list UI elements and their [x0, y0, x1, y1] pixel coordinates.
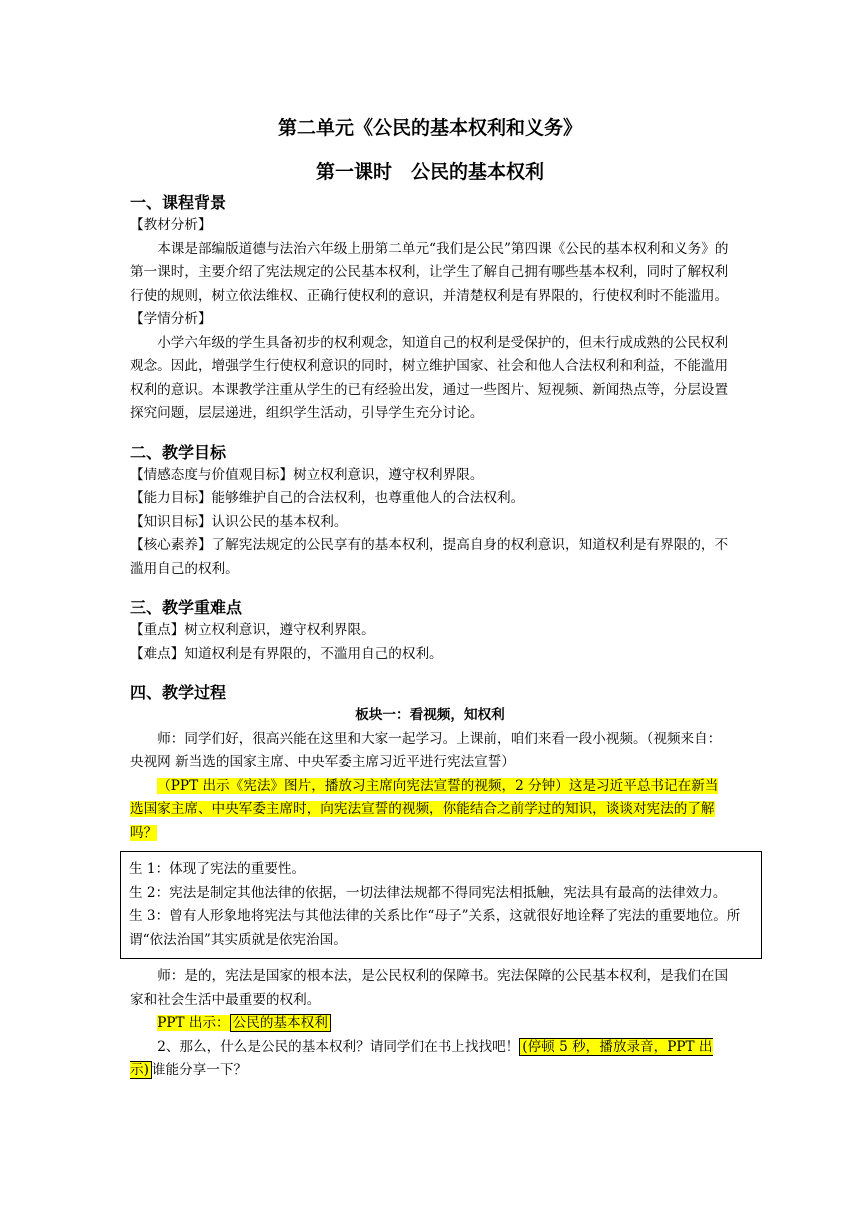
ppt-display-line [130, 1012, 730, 1036]
student-analysis-label: 【学情分析】 [130, 311, 212, 327]
ppt-question-paragraph [130, 775, 730, 846]
goal-core: 【核心素养】了解宪法规定的公民享有的基本权利，提高自身的权利意识，知道权利是有界限的，不滥用自己的权利。 [130, 537, 729, 577]
key-point: 【重点】树立权利意识，遵守权利界限。 [130, 622, 375, 638]
difficult-point: 【难点】知道权利是有界限的，不滥用自己的权利。 [130, 645, 443, 662]
goal-emotion: 【情感态度与价值观目标】树立权利意识，遵守权利界限。 [130, 466, 484, 483]
question-two-instruction: (停顿 5 秒，播放录音，PPT 出示) [130, 1038, 713, 1078]
student-analysis-text: 小学六年级的学生具备初步的权利观念，知道自己的权利是受保护的，但未行成成熟的公民权利观念。因此，增强学生行使权利意识的同时，树立维护国家、社会和他人合法权利和利益，不能滥用权利的意识。本课教学注重从学生的已有经验出发，通过一些图片、短视频、新闻热点等，分层设置探究问题，层层递进，组织学生活动，引导学生充分讨论。 [130, 334, 729, 421]
student-answer-2: 生 2：宪法是制定其他法律的依据，一切法律法规都不得同宪法相抵触，宪法具有最高的法律效力。 [129, 884, 727, 901]
ppt-display-label: PPT 出示： [157, 1015, 230, 1031]
student-answers-box [120, 851, 762, 959]
student-answer-3: 生 3：曾有人形象地将宪法与其他法律的关系比作“母子”关系，这就很好地诠释了宪法的重要地位。所谓“依法治国”其实质就是依宪治国。 [129, 908, 741, 948]
document-subtitle: 第一课时 公民的基本权利 [315, 161, 544, 183]
textbook-analysis-text: 本课是部编版道德与法治六年级上册第二单元“我们是公民”第四课《公民的基本权利和义务》的第一课时，主要介绍了宪法规定的公民基本权利，让学生了解自己拥有哪些基本权利，同时了解权利行使的规则，树立依法维权、正确行使权利的意识，并清楚权利是有界限的，行使权利时不能滥用。 [130, 240, 729, 304]
ppt-display-boxed-text: 公民的基本权利 [230, 1014, 331, 1032]
goal-knowledge: 【知识目标】认识公民的基本权利。 [130, 513, 348, 530]
section-heading-process: 四、教学过程 [130, 683, 227, 702]
document-body [129, 114, 741, 1083]
section-heading-background: 一、课程背景 [130, 193, 227, 212]
section-heading-goals: 二、教学目标 [130, 442, 227, 462]
teacher-response: 师：是的，宪法是国家的根本法，是公民权利的保障书。宪法保障的公民基本权利，是我们在国家和社会生活中最重要的权利。 [130, 968, 729, 1008]
question-two [130, 1036, 730, 1083]
question-two-followup: 谁能分享一下？ [151, 1062, 248, 1078]
textbook-analysis-label: 【教材分析】 [130, 217, 212, 233]
block-one-title: 板块一：看视频，知权利 [355, 707, 505, 723]
highlighted-question: （PPT 出示《宪法》图片，播放习主席向宪法宣誓的视频，2 分钟）这是习近平总书记在新当选国家主席、中央军委主席时，向宪法宣誓的视频，你能结合之前学过的知识，谈谈对宪法的了解吗？ [130, 777, 719, 841]
teacher-intro: 师：同学们好，很高兴能在这里和大家一起学习。上课前，咱们来看一段小视频。（视频来自：央视网 新当选的国家主席、中央军委主席习近平进行宪法宣誓） [130, 730, 722, 770]
section-heading-key-points: 三、教学重难点 [130, 598, 243, 617]
student-answer-1: 生 1：体现了宪法的重要性。 [129, 861, 306, 877]
document-title: 第二单元《公民的基本权利和义务》 [277, 117, 582, 139]
goal-ability: 【能力目标】能够维护自己的合法权利，也尊重他人的合法权利。 [130, 490, 525, 506]
question-two-text: 2、那么，什么是公民的基本权利？请同学们在书上找找吧！ [157, 1038, 520, 1055]
